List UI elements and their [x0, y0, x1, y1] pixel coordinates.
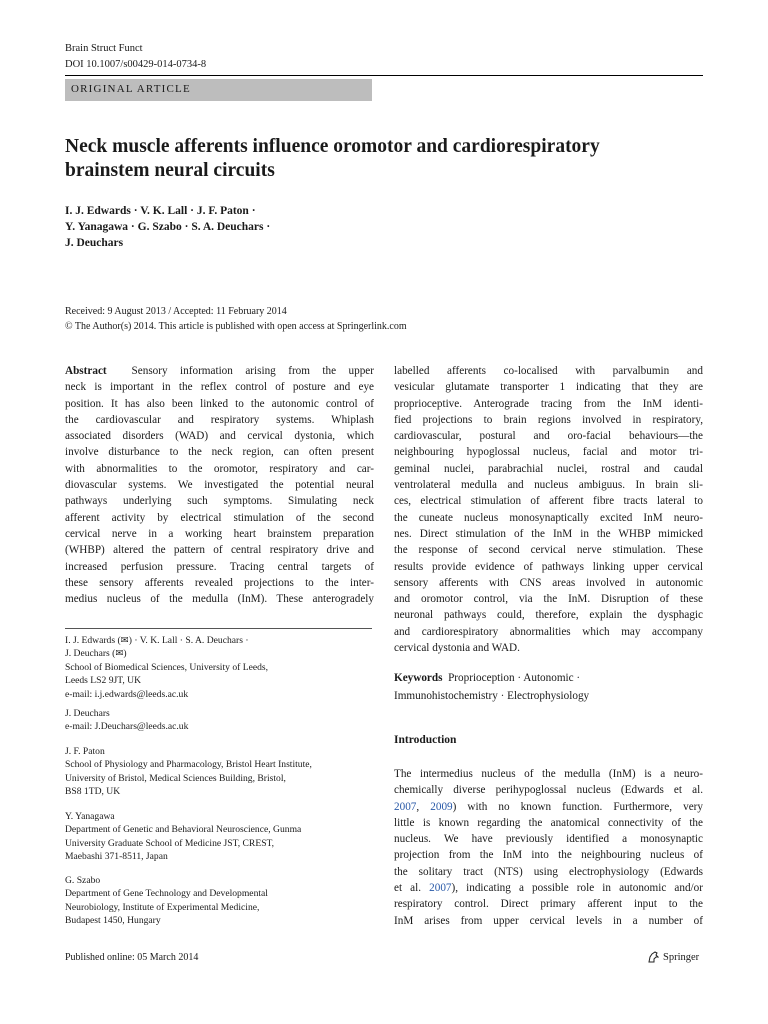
- affiliation-line: School of Physiology and Pharmacology, Bristol Heart Institute,: [65, 759, 312, 771]
- doi-text: DOI 10.1007/s00429-014-0734-8: [65, 58, 207, 70]
- keywords-block: [394, 669, 703, 705]
- publisher-name: Springer: [663, 951, 700, 963]
- affiliation-block: [65, 810, 374, 864]
- abstract-line: geminal nuclei, parabrachial nuclei, rostral and caudal: [394, 462, 703, 475]
- keywords-heading: Keywords: [394, 672, 443, 684]
- author-line: I. J. Edwards · V. K. Lall · J. F. Paton ·: [65, 205, 256, 217]
- copyright-notice: © The Author(s) 2014. This article is published with open access at Springerlink.com: [65, 321, 407, 332]
- abstract-line: results provide evidence of pathways linking upper cervical: [394, 560, 703, 573]
- intro-line: projection from the InM into the neighbouring nucleus of: [394, 849, 703, 862]
- article-dates: [65, 304, 407, 334]
- published-date: Published online: 05 March 2014: [65, 952, 199, 963]
- keywords-line: Proprioception · Autonomic ·: [448, 672, 581, 684]
- affiliation-line: School of Biomedical Sciences, University of Leeds,: [65, 661, 269, 673]
- footnote-rule: [65, 628, 372, 629]
- abstract-line: (WHBP) altered the pattern of central respiratory drive and: [65, 544, 374, 557]
- abstract-line: the cardiovascular and respiratory systems. Whiplash: [65, 413, 374, 426]
- affiliation-email[interactable]: e-mail: J.Deuchars@leeds.ac.uk: [65, 721, 189, 733]
- intro-line: The intermedius nucleus of the medulla (InM) is a neuro-: [394, 768, 703, 780]
- intro-line: et al. 2007), indicating a possible role in autonomic and/or: [394, 882, 703, 895]
- affiliation-line: Leeds LS2 9JT, UK: [65, 675, 142, 687]
- abstract-line: position. It has also been linked to the autonomic control of: [65, 397, 374, 410]
- abstract-right-column: [394, 363, 703, 656]
- affiliation-line: University Graduate School of Medicine JST, CREST,: [65, 837, 275, 849]
- title-line: Neck muscle afferents influence oromotor and cardiorespiratory: [65, 136, 600, 157]
- abstract-line: neck is important in the reflex control of posture and eye: [65, 381, 374, 394]
- affiliation-block: [65, 634, 374, 701]
- abstract-line: cardiovascular, postural and oro-facial behaviours—the: [394, 430, 703, 443]
- journal-name: Brain Struct Funct: [65, 43, 143, 54]
- abstract-line: the cuneate nucleus monosynaptically excited InM neuro-: [394, 511, 703, 524]
- introduction-body: [394, 766, 703, 929]
- publisher-logo: [647, 951, 699, 963]
- author-line: Y. Yanagawa · G. Szabo · S. A. Deuchars ·: [65, 221, 271, 233]
- title-line: brainstem neural circuits: [65, 160, 275, 181]
- abstract-line: neuronal pathways could, therefore, explain the dysphagic: [394, 609, 703, 622]
- intro-line: 2007, 2009) with no known function. Furthermore, very: [394, 800, 703, 813]
- abstract-line: involve disturbance to the neck region, can often present: [65, 446, 374, 459]
- affiliation-line: Maebashi 371-8511, Japan: [65, 851, 168, 863]
- author-list: [65, 203, 465, 251]
- keywords-line: Immunohistochemistry · Electrophysiology: [394, 690, 590, 702]
- abstract-line: cervical dystonia and WAD.: [394, 642, 520, 655]
- intro-line: the solitary tract (NTS) using electrophysiology (Edwards: [394, 865, 703, 878]
- abstract-line: fied projections to brain regions involved in respiratory,: [394, 413, 703, 426]
- article-type-banner: [65, 79, 372, 101]
- abstract-line: and cardiorespiratory abnormalities which may accompany: [394, 625, 703, 638]
- abstract-line: ventrolateral medulla and nucleus ambiguus. In brain sli-: [394, 479, 703, 492]
- article-type-label: ORIGINAL ARTICLE: [71, 83, 191, 95]
- affiliation-line: BS8 1TD, UK: [65, 786, 121, 798]
- abstract-line: ces, electrical stimulation of afferent fibre tracts lateral to: [394, 495, 703, 508]
- abstract-line: afferent activity by electrical stimulation of the second: [65, 511, 374, 524]
- article-title: [65, 135, 685, 183]
- affiliation-email[interactable]: e-mail: i.j.edwards@leeds.ac.uk: [65, 688, 189, 700]
- intro-line: InM arises from upper cervical levels in a number of: [394, 914, 703, 927]
- intro-line: little is known regarding the anatomical connectivity of the: [394, 816, 703, 829]
- abstract-line: Abstract Sensory information arising from the upper: [65, 365, 375, 377]
- author-line: J. Deuchars: [65, 237, 124, 249]
- abstract-line: associated disorders (WAD) and cervical dystonia, which: [65, 430, 374, 443]
- citation-link[interactable]: 2007: [429, 882, 452, 895]
- abstract-heading: Abstract: [65, 365, 107, 377]
- affiliation-line: University of Bristol, Medical Sciences Building, Bristol,: [65, 772, 286, 784]
- affiliation-block: [65, 874, 374, 928]
- affiliation-line: J. Deuchars: [65, 708, 110, 719]
- affiliation-line: Y. Yanagawa: [65, 811, 115, 822]
- abstract-line: labelled afferents co-localised with parvalbumin and: [394, 365, 703, 377]
- introduction-heading: Introduction: [394, 734, 457, 746]
- abstract-line: neighbouring hypoglossal nucleus, facial and motor tri-: [394, 446, 703, 459]
- affiliation-line: I. J. Edwards (✉) · V. K. Lall · S. A. Deuchars ·: [65, 635, 249, 646]
- affiliation-line: Budapest 1450, Hungary: [65, 915, 161, 927]
- abstract-left-column: [65, 363, 374, 607]
- affiliation-block: [65, 707, 374, 734]
- affiliation-line: Neurobiology, Institute of Experimental Medicine,: [65, 901, 260, 913]
- affiliation-line: J. F. Paton: [65, 746, 105, 757]
- received-accepted-dates: Received: 9 August 2013 / Accepted: 11 February 2014: [65, 306, 287, 317]
- citation-link[interactable]: 2007: [394, 800, 417, 813]
- affiliation-line: Department of Genetic and Behavioral Neuroscience, Gunma: [65, 824, 302, 836]
- abstract-line: proprioceptive. Anterograde tracing from the InM identi-: [394, 397, 703, 410]
- affiliation-line: Department of Gene Technology and Developmental: [65, 888, 268, 900]
- intro-line: chemically diverse perihypoglossal nucleus (Edwards et al.: [394, 784, 703, 797]
- journal-header: [65, 41, 206, 72]
- abstract-line: nes. Direct stimulation of the InM in the WHBP mimicked: [394, 527, 703, 540]
- intro-line: respiratory control. Direct primary afferent input to the: [394, 898, 703, 911]
- affiliation-line: G. Szabo: [65, 875, 101, 886]
- affiliation-line: J. Deuchars (✉): [65, 648, 127, 660]
- abstract-line: cervical nerve in a working heart brainstem preparation: [65, 527, 374, 540]
- abstract-line: vesicular glutamate transporter 1 indicating that they are: [394, 381, 703, 394]
- affiliation-block: [65, 745, 374, 799]
- springer-horse-icon: [647, 951, 659, 963]
- abstract-line: diovascular systems. We investigated the potential neural: [65, 479, 374, 492]
- abstract-line: sensory afferents with CNS areas involved in autonomic: [394, 576, 703, 589]
- intro-line: nucleus. We have previously identified a monosynaptic: [394, 833, 703, 846]
- header-rule: [65, 75, 703, 76]
- abstract-line: with abnormalities to the oromotor, respiratory and car-: [65, 462, 374, 475]
- abstract-line: the response of second cervical nerve stimulation. These: [394, 544, 703, 557]
- citation-link[interactable]: 2009: [430, 800, 453, 813]
- abstract-line: medius nucleus of the medulla (InM). These anterogradely: [65, 593, 374, 606]
- abstract-line: these sensory afferents revealed projections to the inter-: [65, 576, 374, 589]
- abstract-line: and oromotor control, via the InM. Disruption of these: [394, 593, 703, 606]
- abstract-line: increased perfusion pressure. Tracing central targets of: [65, 560, 374, 573]
- abstract-line: pathways underlying such symptoms. Simulating neck: [65, 495, 374, 508]
